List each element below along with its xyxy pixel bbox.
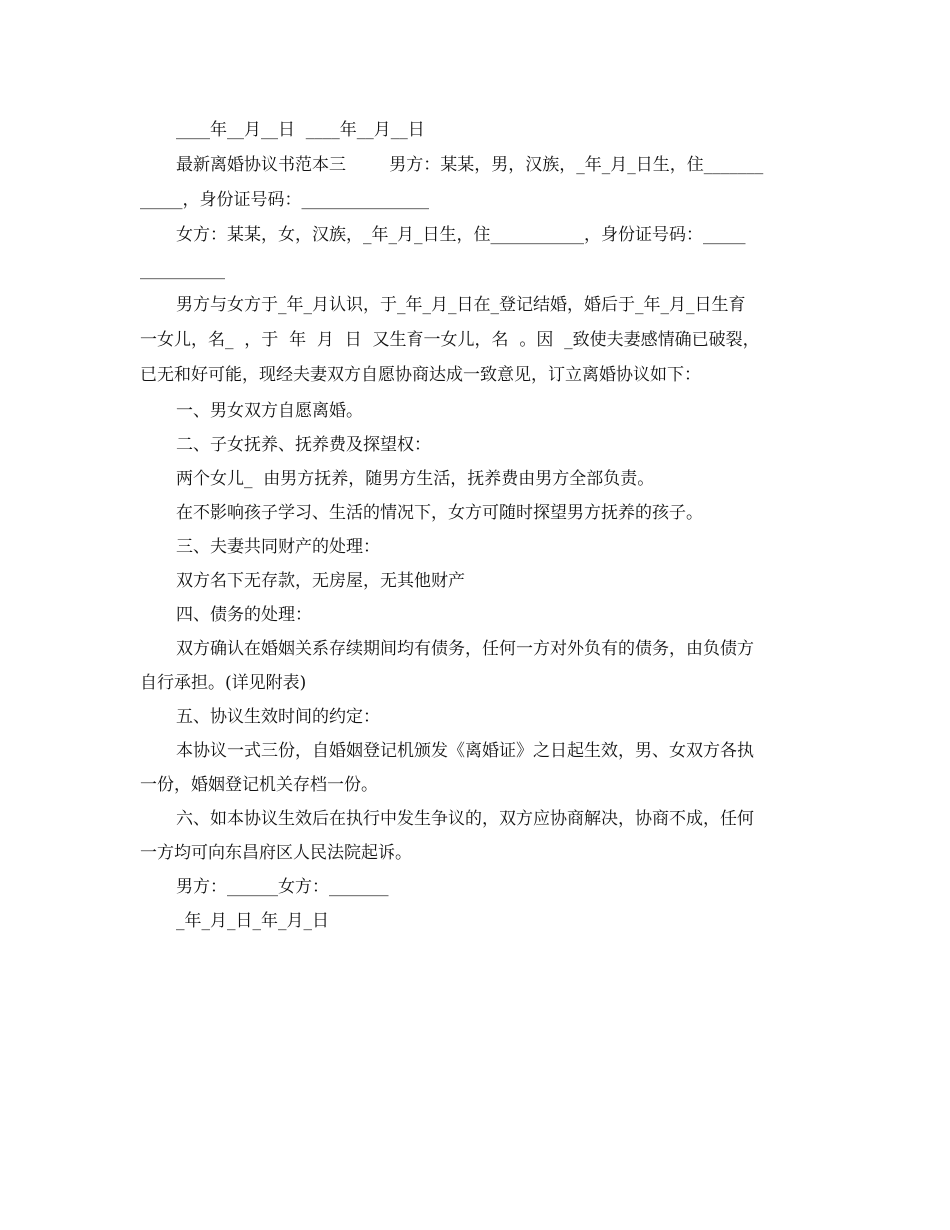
section-heading: 一、男女双方自愿离婚。: [176, 401, 363, 421]
signature-line: 男方：______女方：_______: [176, 877, 389, 897]
title-and-husband-info: 最新离婚协议书范本三 男方：某某，男，汉族，_年_月_日生，住_______: [176, 155, 764, 175]
paragraph-line: 一方均可向东昌府区人民法院起诉。: [140, 843, 412, 863]
paragraph-line: 自行承担。(详见附表): [140, 673, 307, 693]
paragraph-line: 在不影响孩子学习、生活的情况下，女方可随时探望男方抚养的孩子。: [176, 503, 703, 523]
paragraph-line: 双方名下无存款，无房屋，无其他财产: [176, 571, 465, 591]
section-heading: 四、债务的处理：: [176, 605, 312, 625]
paragraph-line: 双方确认在婚姻关系存续期间均有债务，任何一方对外负有的债务，由负债方: [176, 639, 754, 659]
paragraph-line: 一女儿，名_ ，于 年 月 日 又生育一女儿，名 。因 _致使夫妻感情确已破裂，: [140, 330, 760, 350]
paragraph-line: 一份，婚姻登记机关存档一份。: [140, 775, 378, 795]
section-heading: 三、夫妻共同财产的处理：: [176, 537, 380, 557]
paragraph-line: 已无和好可能，现经夫妻双方自愿协商达成一致意见，订立离婚协议如下：: [140, 365, 701, 385]
paragraph-line: 男方与女方于_年_月认识，于_年_月_日在_登记结婚，婚后于_年_月_日生育: [176, 295, 746, 315]
paragraph-line: 六、如本协议生效后在执行中发生争议的，双方应协商解决，协商不成，任何: [176, 809, 754, 829]
date-line: ____年__月__日 ____年__月__日: [176, 120, 425, 140]
wife-id-continuation: __________: [140, 260, 225, 280]
husband-id-line: _____，身份证号码：_______________: [140, 190, 429, 210]
section-heading: 二、子女抚养、抚养费及探望权：: [176, 435, 431, 455]
paragraph-line: 两个女儿_ 由男方抚养，随男方生活，抚养费由男方全部负责。: [176, 469, 655, 489]
paragraph-line: 本协议一式三份，自婚姻登记机颁发《离婚证》之日起生效，男、女双方各执: [176, 741, 754, 761]
signature-date-line: _年_月_日_年_月_日: [176, 911, 329, 931]
wife-info-line: 女方：某某，女，汉族，_年_月_日生，住___________，身份证号码：_____: [176, 225, 746, 245]
section-heading: 五、协议生效时间的约定：: [176, 707, 380, 727]
